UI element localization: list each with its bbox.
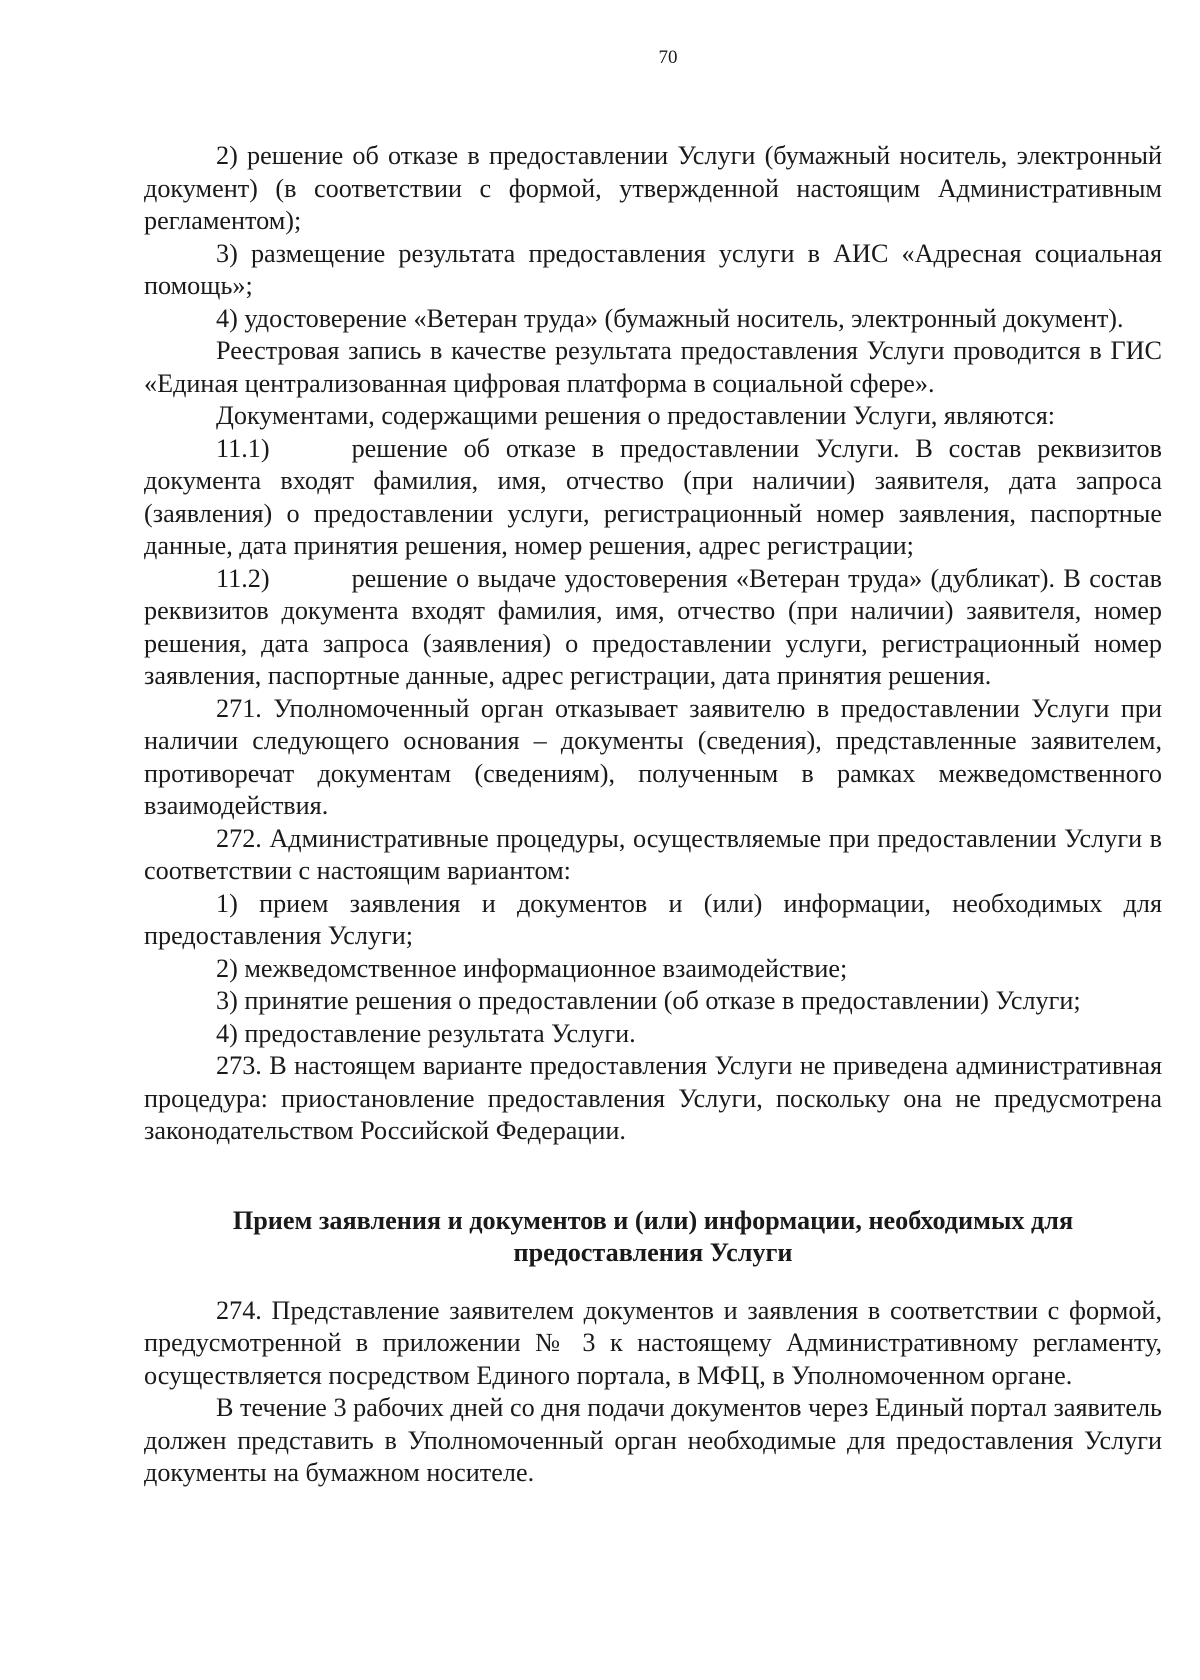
paragraph: 4) удостоверение «Ветеран труда» (бумажный носитель, электронный документ). [216, 303, 1124, 333]
list-item-number: 11.2) [216, 563, 270, 593]
page-number: 70 [658, 47, 678, 68]
paragraph: 3) размещение результата предоставления услуги в АИС «Адресная социальная помощь»; [144, 238, 1162, 300]
paragraph: 271. Уполномоченный орган отказывает заявителю в предоставлении Услуги при наличии следующего основания – документы (сведения), представленные заявителем, противоречат документам (сведениям), полученным в рамках межведомственного взаимодействия. [144, 693, 1162, 820]
paragraph: 4) предоставление результата Услуги. [216, 1018, 636, 1048]
paragraph: 3) принятие решения о предоставлении (об отказе в предоставлении) Услуги; [216, 986, 1081, 1015]
section-heading: Прием заявления и документов и (или) информации, необходимых для предоставления Услуги [232, 1205, 1074, 1267]
paragraph: 273. В настоящем варианте предоставления Услуги не приведена административная процедура: приостановление предоставления Услуги, поскольку она не предусмотрена законодательством Российской Федерации. [144, 1051, 1162, 1145]
paragraph: 274. Представление заявителем документов и заявления в соответствии с формой, предусмотренной в приложении № 3 к настоящему Административному регламенту, осуществляется посредством Единого портала, в МФЦ, в Уполномоченном органе. [144, 1295, 1162, 1390]
paragraph: Реестровая запись в качестве результата предоставления Услуги проводится в ГИС «Единая централизованная цифровая платформа в социальной сфере». [144, 336, 1162, 398]
list-item-11-1 [144, 433, 1162, 563]
list-item-text: решение о выдаче удостоверения «Ветеран труда» (дубликат). В состав реквизитов документа входят фамилия, имя, отчество (при наличии) заявителя, номер решения, дата запроса (заявления) о предоставлении услуги, регистрационный номер заявления, паспортные данные, адрес регистрации, дата принятия решения. [144, 563, 1162, 690]
paragraph: 2) межведомственное информационное взаимодействие; [216, 953, 848, 983]
paragraph: В течение 3 рабочих дней со дня подачи документов через Единый портал заявитель должен представить в Уполномоченный орган необходимые для предоставления Услуги документы на бумажном носителе. [144, 1393, 1162, 1487]
paragraph: 2) решение об отказе в предоставлении Услуги (бумажный носитель, электронный документ) (в соответствии с формой, утвержденной настоящим Административным регламентом); [144, 141, 1162, 235]
paragraph: Документами, содержащими решения о предоставлении Услуги, являются: [216, 401, 1056, 430]
list-item-11-2 [144, 563, 1162, 693]
paragraph: 272. Административные процедуры, осуществляемые при предоставлении Услуги в соответствии с настоящим вариантом: [144, 823, 1162, 885]
list-item-number: 11.1) [216, 433, 270, 463]
document-page [144, 38, 1162, 1490]
document-body [144, 140, 1162, 1490]
section-body [144, 1295, 1162, 1490]
list-item-text: решение об отказе в предоставлении Услуги. В состав реквизитов документа входят фамилия, имя, отчество (при наличии) заявителя, дата запроса (заявления) о предоставлении услуги, регистрационный номер заявления, паспортные данные, дата принятия решения, номер решения, адрес регистрации; [144, 433, 1162, 560]
paragraph: 1) прием заявления и документов и (или) информации, необходимых для предоставления Услуги; [144, 888, 1162, 950]
